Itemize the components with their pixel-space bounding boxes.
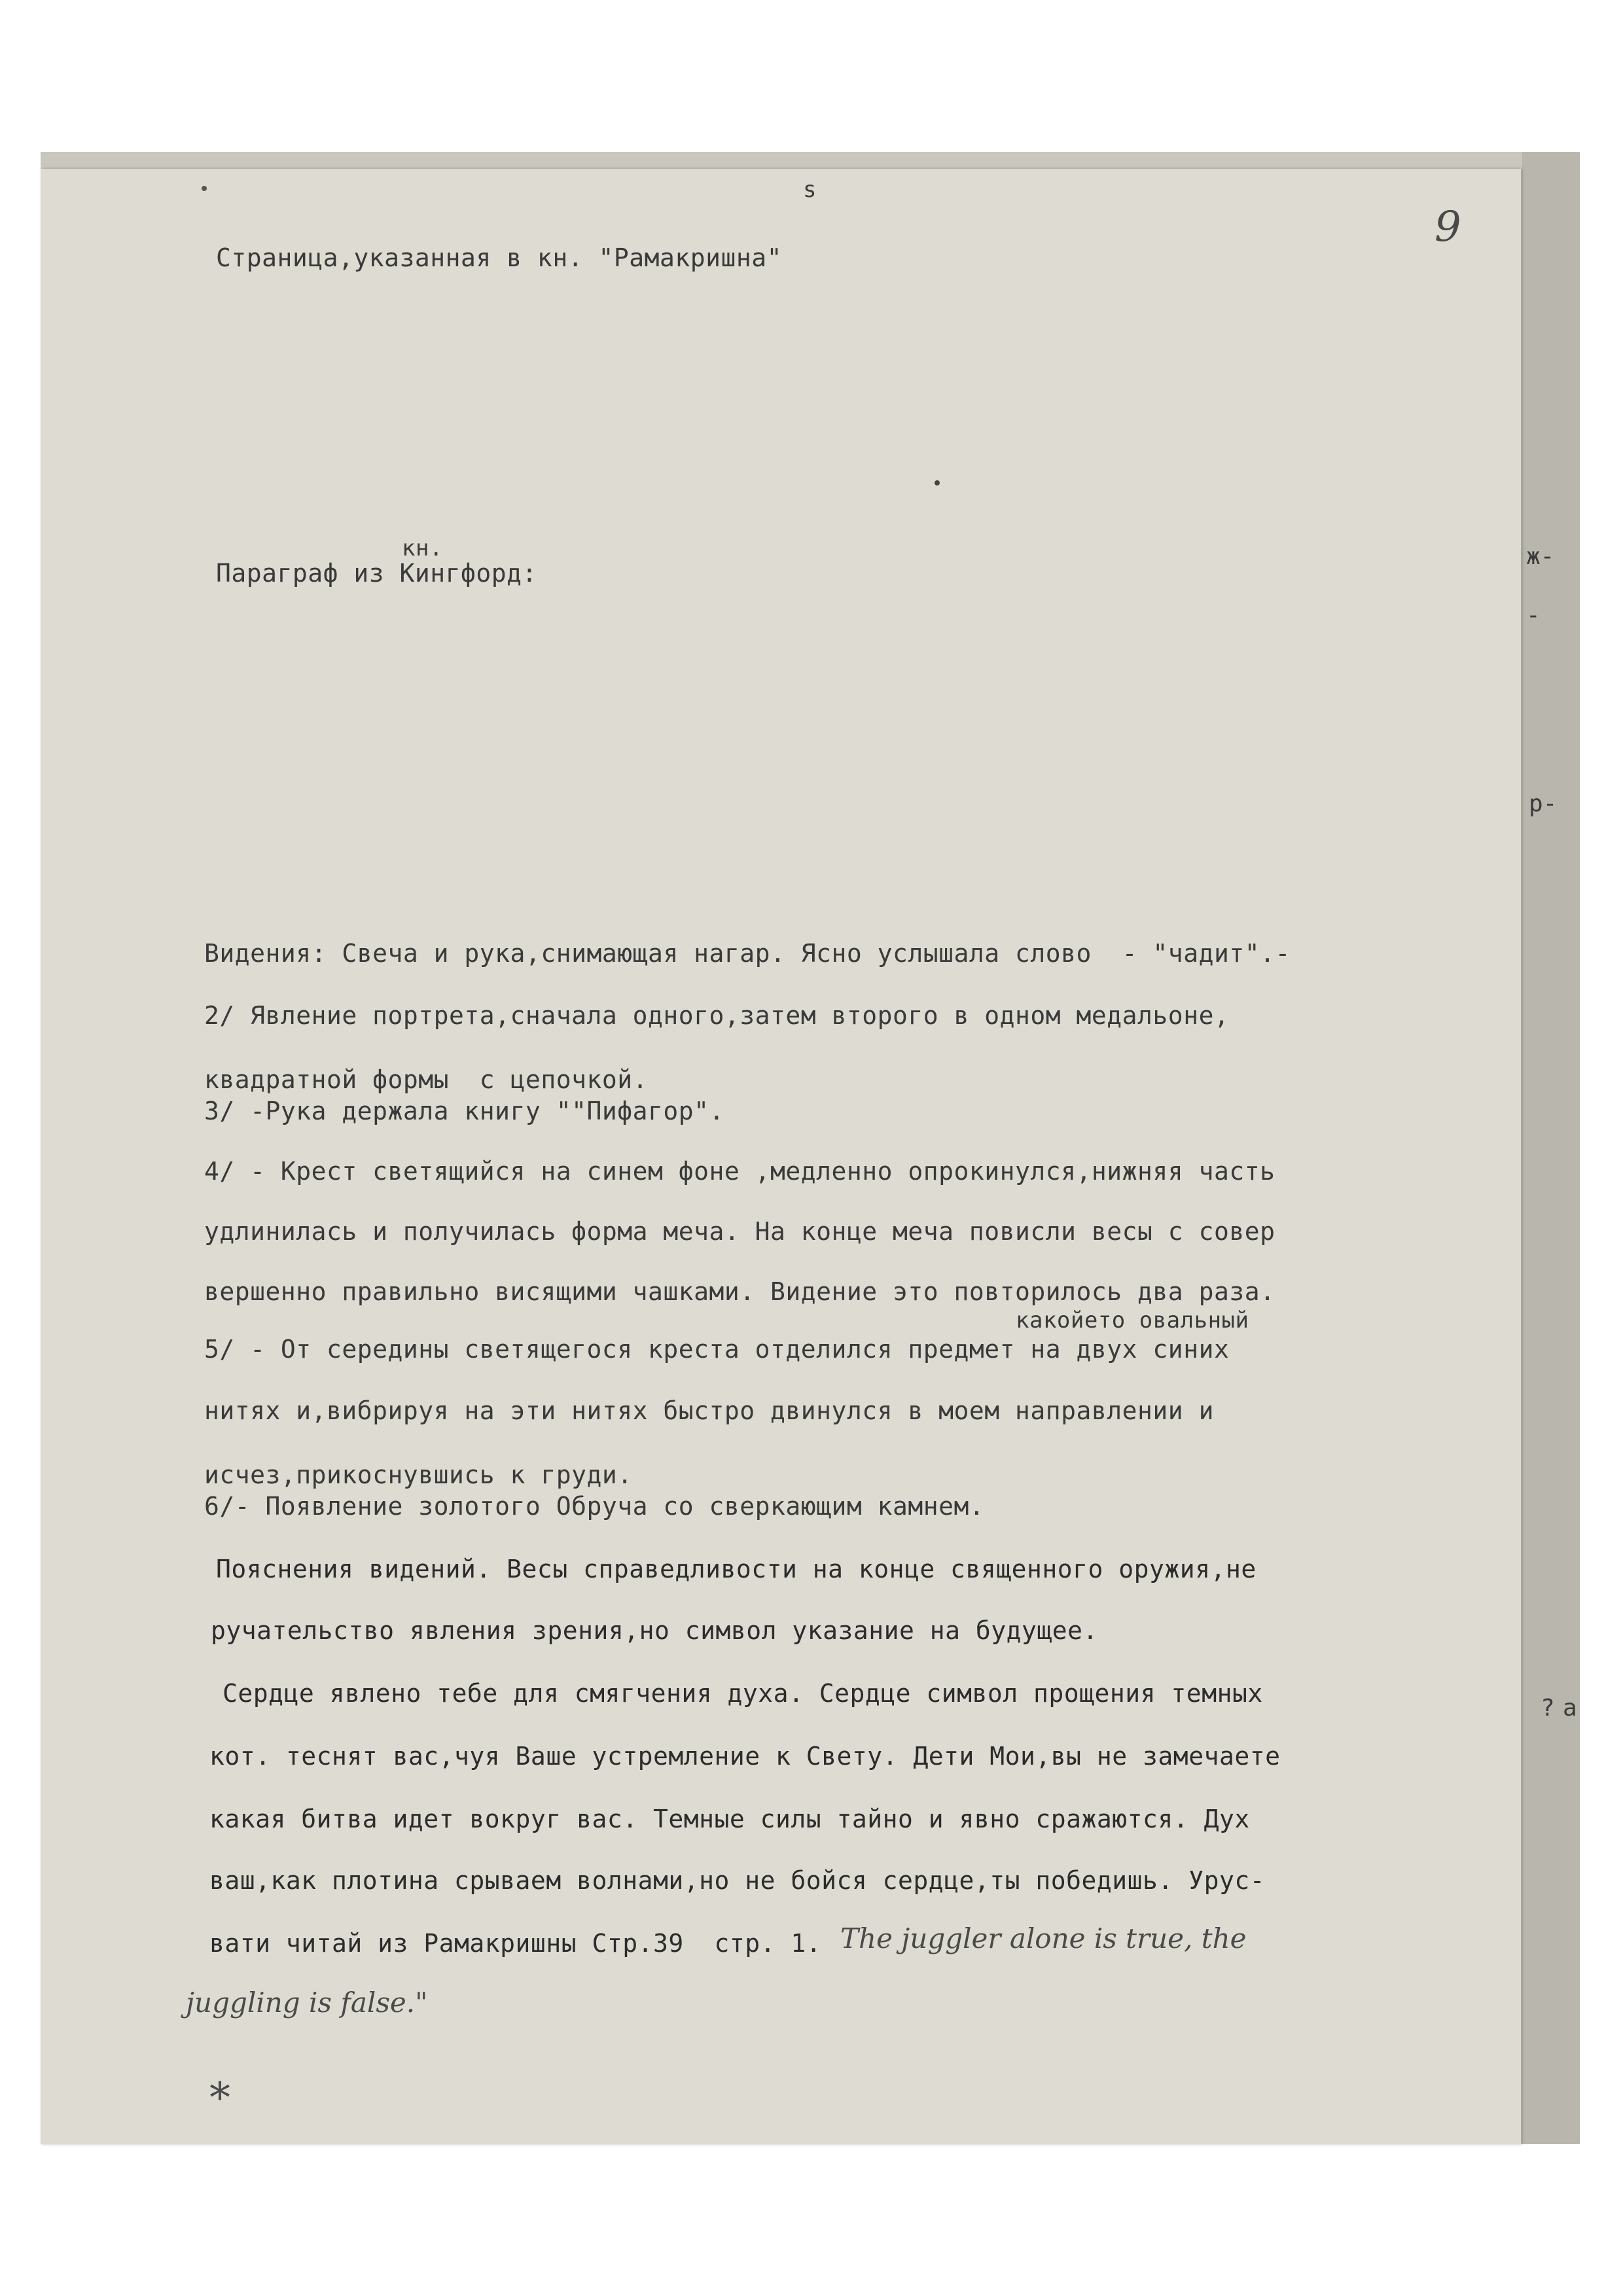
vision-line-2: 2/ Явление портрета,сначала одного,затем второго в одном медальоне, [204,1001,1230,1030]
vision-line-9: нитях и,вибрируя на эти нитях быстро двинулся в моем направлении и [204,1396,1214,1425]
explanation-line-4: кот. теснят вас,чуя Ваше устремление к Свету. Дети Мои,вы не замечаете [209,1742,1281,1771]
page-number: 9 [1435,203,1461,251]
explanation-line-2: ручательство явления зрения,но символ указание на будущее. [211,1616,1098,1645]
margin-fragment: ? [1541,1695,1555,1722]
vision-line-6: удлинилась и получилась форма меча. На конце меча повисли весы с совер [204,1217,1275,1246]
vision-insert: какойето овальный [1016,1307,1249,1333]
margin-fragment: - [1526,602,1541,629]
explanation-line-6: ваш,как плотина срываем волнами,но не бойся сердце,ты победишь. Урус- [209,1866,1266,1895]
explanation-line-5: какая битва идет вокруг вас. Темные силы тайно и явно сражаются. Дух [209,1805,1250,1833]
top-mark: s [803,177,817,203]
handwritten-note-line-2: juggling is false." [186,1987,428,2019]
vision-line-7: вершенно правильно висящими чашками. Видение это повторилось два раза. [204,1277,1275,1306]
ink-speck [185,169,224,208]
handwritten-asterisk: * [209,2074,230,2123]
handwritten-note-line-1: The juggler alone is true, the [840,1922,1247,1954]
vision-line-10: исчез,прикоснувшись к груди. [204,1460,633,1489]
vision-line-3: квадратной формы с цепочкой. [204,1065,648,1094]
vision-line-5: 4/ - Крест светящийся на синем фоне ,медленно опрокинулся,нижняя часть [204,1157,1275,1186]
vision-line-8: 5/ - От середины светящегося креста отделился предмет на двух синих [204,1335,1230,1364]
vision-line-11: 6/- Появление золотого Обруча со сверкающим камнем. [204,1492,985,1521]
explanation-line-7: вати читай из Рамакришны Стр.39 стр. 1. [209,1929,822,1958]
underlying-page-edge [1522,152,1580,2144]
page-heading: Страница,указанная в кн. "Рамакришна" [216,243,782,272]
paragraph-label: Параграф из Кингфорд: [216,559,537,588]
margin-fragment: а [1563,1695,1577,1722]
ink-speck [931,476,944,489]
explanation-line-3: Сердце явлено тебе для смягчения духа. Сердце символ прощения темных [223,1679,1263,1708]
explanation-line-1: Пояснения видений. Весы справедливости на конце священного оружия,не [216,1555,1257,1583]
paragraph-insert: кн. [402,535,443,561]
vision-line-1: Видения: Свеча и рука,снимающая нагар. Ясно услышала слово - "чадит".- [204,939,1291,968]
document-page [41,169,1521,2144]
margin-fragment: ж- [1526,543,1555,570]
margin-fragment: р- [1529,790,1558,817]
vision-line-4: 3/ -Рука держала книгу ""Пифагор". [204,1097,724,1125]
